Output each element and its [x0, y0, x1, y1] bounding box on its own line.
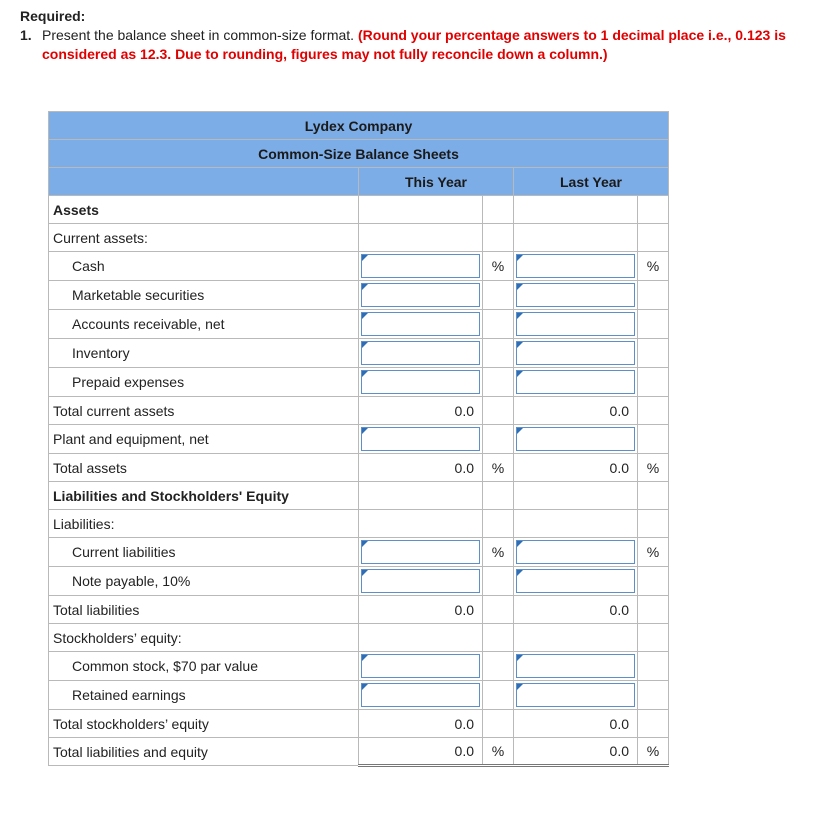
- note-payable-last-year-input[interactable]: [516, 569, 635, 593]
- row-cash: [49, 252, 669, 281]
- percent-sign: %: [638, 454, 669, 482]
- cash-last-year-input[interactable]: [516, 254, 635, 278]
- row-inventory: [49, 339, 669, 368]
- percent-sign: %: [638, 252, 669, 281]
- prepaid-expenses-this-year-input[interactable]: [361, 370, 480, 394]
- prepaid-expenses-last-year-input[interactable]: [516, 370, 635, 394]
- percent-sign: %: [483, 252, 514, 281]
- retained-earnings-this-year-input[interactable]: [361, 683, 480, 707]
- accounts-receivable-last-year-input[interactable]: [516, 312, 635, 336]
- current-liabilities-last-year-input[interactable]: [516, 540, 635, 564]
- row-liabilities: [49, 510, 669, 538]
- row-label: Liabilities:: [49, 510, 359, 538]
- header-blank: [49, 168, 359, 196]
- total-stockholders-equity-last-year: 0.0: [514, 710, 638, 738]
- column-header-this-year: This Year: [359, 168, 514, 196]
- company-name: Lydex Company: [49, 112, 669, 140]
- total-liabilities-last-year: 0.0: [514, 596, 638, 624]
- row-label: Total assets: [49, 454, 359, 482]
- row-label: Current liabilities: [49, 538, 359, 567]
- row-label: Liabilities and Stockholders' Equity: [49, 482, 359, 510]
- row-accounts-receivable: [49, 310, 669, 339]
- row-common-stock: [49, 652, 669, 681]
- percent-sign: %: [483, 738, 514, 766]
- inventory-this-year-input[interactable]: [361, 341, 480, 365]
- marketable-securities-this-year-input[interactable]: [361, 283, 480, 307]
- row-label: Current assets:: [49, 224, 359, 252]
- total-liabilities-this-year: 0.0: [359, 596, 483, 624]
- requirement-1: [20, 26, 798, 64]
- row-label: Plant and equipment, net: [49, 425, 359, 454]
- total-assets-this-year: 0.0: [359, 454, 483, 482]
- table-title: Common-Size Balance Sheets: [49, 140, 669, 168]
- row-prepaid-expenses: [49, 368, 669, 397]
- row-label: Total current assets: [49, 397, 359, 425]
- current-liabilities-this-year-input[interactable]: [361, 540, 480, 564]
- plant-equipment-last-year-input[interactable]: [516, 427, 635, 451]
- row-total-liabilities: [49, 596, 669, 624]
- row-current-assets: [49, 224, 669, 252]
- percent-sign: %: [638, 738, 669, 766]
- row-label: Assets: [49, 196, 359, 224]
- total-stockholders-equity-this-year: 0.0: [359, 710, 483, 738]
- total-liabilities-equity-last-year: 0.0: [514, 738, 638, 766]
- row-label: Retained earnings: [49, 681, 359, 710]
- row-assets: [49, 196, 669, 224]
- required-label: Required:: [20, 8, 86, 24]
- note-payable-this-year-input[interactable]: [361, 569, 480, 593]
- row-total-current-assets: [49, 397, 669, 425]
- percent-sign: %: [483, 538, 514, 567]
- requirement-number: 1.: [20, 27, 32, 43]
- marketable-securities-last-year-input[interactable]: [516, 283, 635, 307]
- row-total-liabilities-equity: [49, 738, 669, 766]
- accounts-receivable-this-year-input[interactable]: [361, 312, 480, 336]
- row-label: Cash: [49, 252, 359, 281]
- row-label: Total stockholders’ equity: [49, 710, 359, 738]
- row-label: Prepaid expenses: [49, 368, 359, 397]
- total-liabilities-equity-this-year: 0.0: [359, 738, 483, 766]
- common-size-balance-sheet-table: [48, 111, 669, 767]
- row-label: Common stock, $70 par value: [49, 652, 359, 681]
- total-current-assets-last-year: 0.0: [514, 397, 638, 425]
- row-note-payable: [49, 567, 669, 596]
- row-plant-equipment: [49, 425, 669, 454]
- row-label: Stockholders’ equity:: [49, 624, 359, 652]
- column-header-last-year: Last Year: [514, 168, 669, 196]
- row-label: Inventory: [49, 339, 359, 368]
- row-liab-equity-heading: [49, 482, 669, 510]
- row-marketable-securities: [49, 281, 669, 310]
- total-current-assets-this-year: 0.0: [359, 397, 483, 425]
- row-retained-earnings: [49, 681, 669, 710]
- row-label: Total liabilities: [49, 596, 359, 624]
- retained-earnings-last-year-input[interactable]: [516, 683, 635, 707]
- cash-this-year-input[interactable]: [361, 254, 480, 278]
- row-label: Note payable, 10%: [49, 567, 359, 596]
- plant-equipment-this-year-input[interactable]: [361, 427, 480, 451]
- inventory-last-year-input[interactable]: [516, 341, 635, 365]
- requirement-text: Present the balance sheet in common-size format.: [42, 27, 355, 43]
- row-total-assets: [49, 454, 669, 482]
- percent-sign: %: [638, 538, 669, 567]
- common-stock-last-year-input[interactable]: [516, 654, 635, 678]
- total-assets-last-year: 0.0: [514, 454, 638, 482]
- row-label: Total liabilities and equity: [49, 738, 359, 766]
- row-current-liabilities: [49, 538, 669, 567]
- row-stockholders-equity: [49, 624, 669, 652]
- row-label: Accounts receivable, net: [49, 310, 359, 339]
- rounding-note: (Round your percentage answers to 1 decimal place i.e., 0.123 is considered as 12.3. Due to rounding, figures may not fully reconcile down a column.): [42, 27, 786, 62]
- common-stock-this-year-input[interactable]: [361, 654, 480, 678]
- row-label: Marketable securities: [49, 281, 359, 310]
- percent-sign: %: [483, 454, 514, 482]
- row-total-stockholders-equity: [49, 710, 669, 738]
